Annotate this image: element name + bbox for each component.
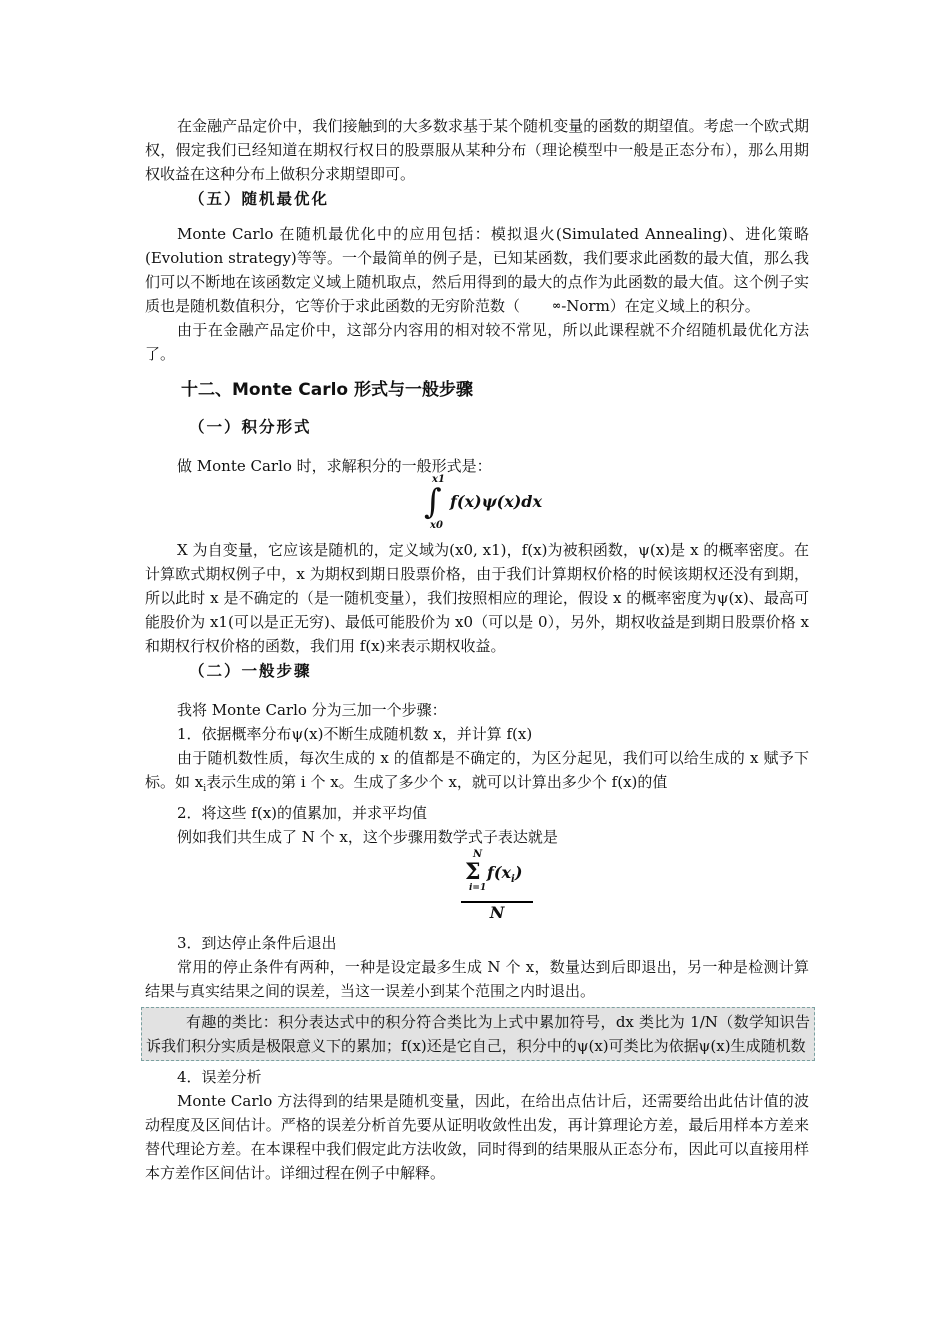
term-sub: i	[511, 874, 515, 886]
step-3: 3．到达停止条件后退出	[177, 934, 337, 952]
term-head: f(x	[487, 863, 511, 882]
text-part: -Norm）在定义域上的积分。	[561, 297, 760, 315]
sum-term	[487, 863, 522, 885]
integrand: f(x)ψ(x)dx	[450, 492, 543, 511]
integral-formula	[145, 474, 809, 538]
paragraph-integral-intro: 做 Monte Carlo 时，求解积分的一般形式是：	[177, 457, 492, 475]
average-formula	[145, 849, 809, 923]
paragraph-subscript-note	[145, 746, 809, 801]
paragraph-optimization-apps	[145, 222, 809, 318]
integral-upper-limit: x1	[432, 474, 445, 485]
step-2: 2．将这些 f(x)的值累加，并求平均值	[177, 804, 428, 822]
paragraph-sum-intro: 例如我们共生成了 N 个 x，这个步骤用数学式子表达就是	[177, 828, 558, 846]
document-page	[145, 114, 809, 1185]
heading-general-steps: （二）一般步骤	[189, 662, 312, 680]
infinity-symbol: ∞	[552, 299, 562, 312]
integral-sign: ∫	[424, 482, 442, 522]
paragraph-not-covered: 由于在金融产品定价中，这部分内容用的相对较不常见，所以此课程就不介绍随机最优化方法了。	[145, 321, 809, 363]
heading-random-optimization: （五）随机最优化	[189, 190, 330, 208]
analogy-note-box: 有趣的类比：积分表达式中的积分符合类比为上式中累加符号，dx 类比为 1/N（数学知识告诉我们积分实质是极限意义下的累加；f(x)还是它自己，积分中的ψ(x)可类比为依据ψ(x)生成随机数	[141, 1007, 815, 1061]
paragraph-error-analysis: Monte Carlo 方法得到的结果是随机变量，因此，在给出点估计后，还需要给出此估计值的波动程度及区间估计。严格的误差分析首先要从证明收敛性出发，再计算理论方差，最后用样本方差来替代理论方差。在本课程中我们假定此方法收敛，同时得到的结果服从正态分布，因此可以直接用样本方差作区间估计。详细过程在例子中解释。	[145, 1092, 809, 1182]
integral-lower-limit: x0	[430, 520, 443, 531]
sum-upper-limit: N	[473, 849, 483, 860]
step-4: 4．误差分析	[177, 1068, 262, 1086]
sum-sign: Σ	[465, 859, 481, 885]
text-part: 表示生成的第 i 个 x。生成了多少个 x，就可以计算出多少个 f(x)的值	[206, 773, 668, 791]
text-part: 由于随机数性质，每次生成的 x 的值都是不确定的，为区分起见，我们可以给生成的 x 赋予下标。如 x	[145, 749, 809, 791]
paragraph-stop-conditions: 常用的停止条件有两种，一种是设定最多生成 N 个 x，数量达到后即退出，另一种是检测计算结果与真实结果之间的误差，当这一误差小到某个范围之内时退出。	[145, 958, 809, 1000]
section-title-monte-carlo: 十二、Monte Carlo 形式与一般步骤	[181, 380, 474, 400]
denominator: N	[489, 903, 505, 922]
heading-integral-form: （一）积分形式	[189, 418, 312, 436]
term-close: )	[514, 863, 523, 882]
sum-lower-limit: i=1	[469, 883, 487, 893]
step-1: 1．依据概率分布ψ(x)不断生成随机数 x，并计算 f(x)	[177, 725, 533, 743]
paragraph-option-pricing: 在金融产品定价中，我们接触到的大多数求基于某个随机变量的函数的期望值。考虑一个欧式期权，假定我们已经知道在期权行权日的股票服从某种分布（理论模型中一般是正态分布），那么用期权收益在这种分布上做积分求期望即可。	[145, 117, 809, 183]
text-part: Monte Carlo 在随机最优化中的应用包括：模拟退火(Simulated Annealing)、进化策略(Evolution strategy)等等。一个最简单的例子是，已知某函数，我们要求此函数的最大值，那么我们可以不断地在该函数定义域上随机取点，然后用得到的最大的点作为此函数的最大值。这个例子实质也是随机数值积分，它等价于求此函数的无穷阶范数（	[145, 225, 809, 315]
subscript: i	[203, 784, 207, 794]
paragraph-variable-explanation: X 为自变量，它应该是随机的，定义域为(x0, x1)，f(x)为被积函数，ψ(x)是 x 的概率密度。在计算欧式期权例子中，x 为期权到期日股票价格，由于我们计算期权价格的时候该期权还没有到期，所以此时 x 是不确定的（是一随机变量），我们按照相应的理论，假设 x 的概率密度为ψ(x)、最高可能股价为 x1(可以是正无穷)、最低可能股价为 x0（可以是 0），另外，期权收益是到期日股票价格 x 和期权行权价格的函数，我们用 f(x)来表示期权收益。	[145, 541, 809, 655]
paragraph-steps-intro: 我将 Monte Carlo 分为三加一个步骤：	[177, 701, 447, 719]
